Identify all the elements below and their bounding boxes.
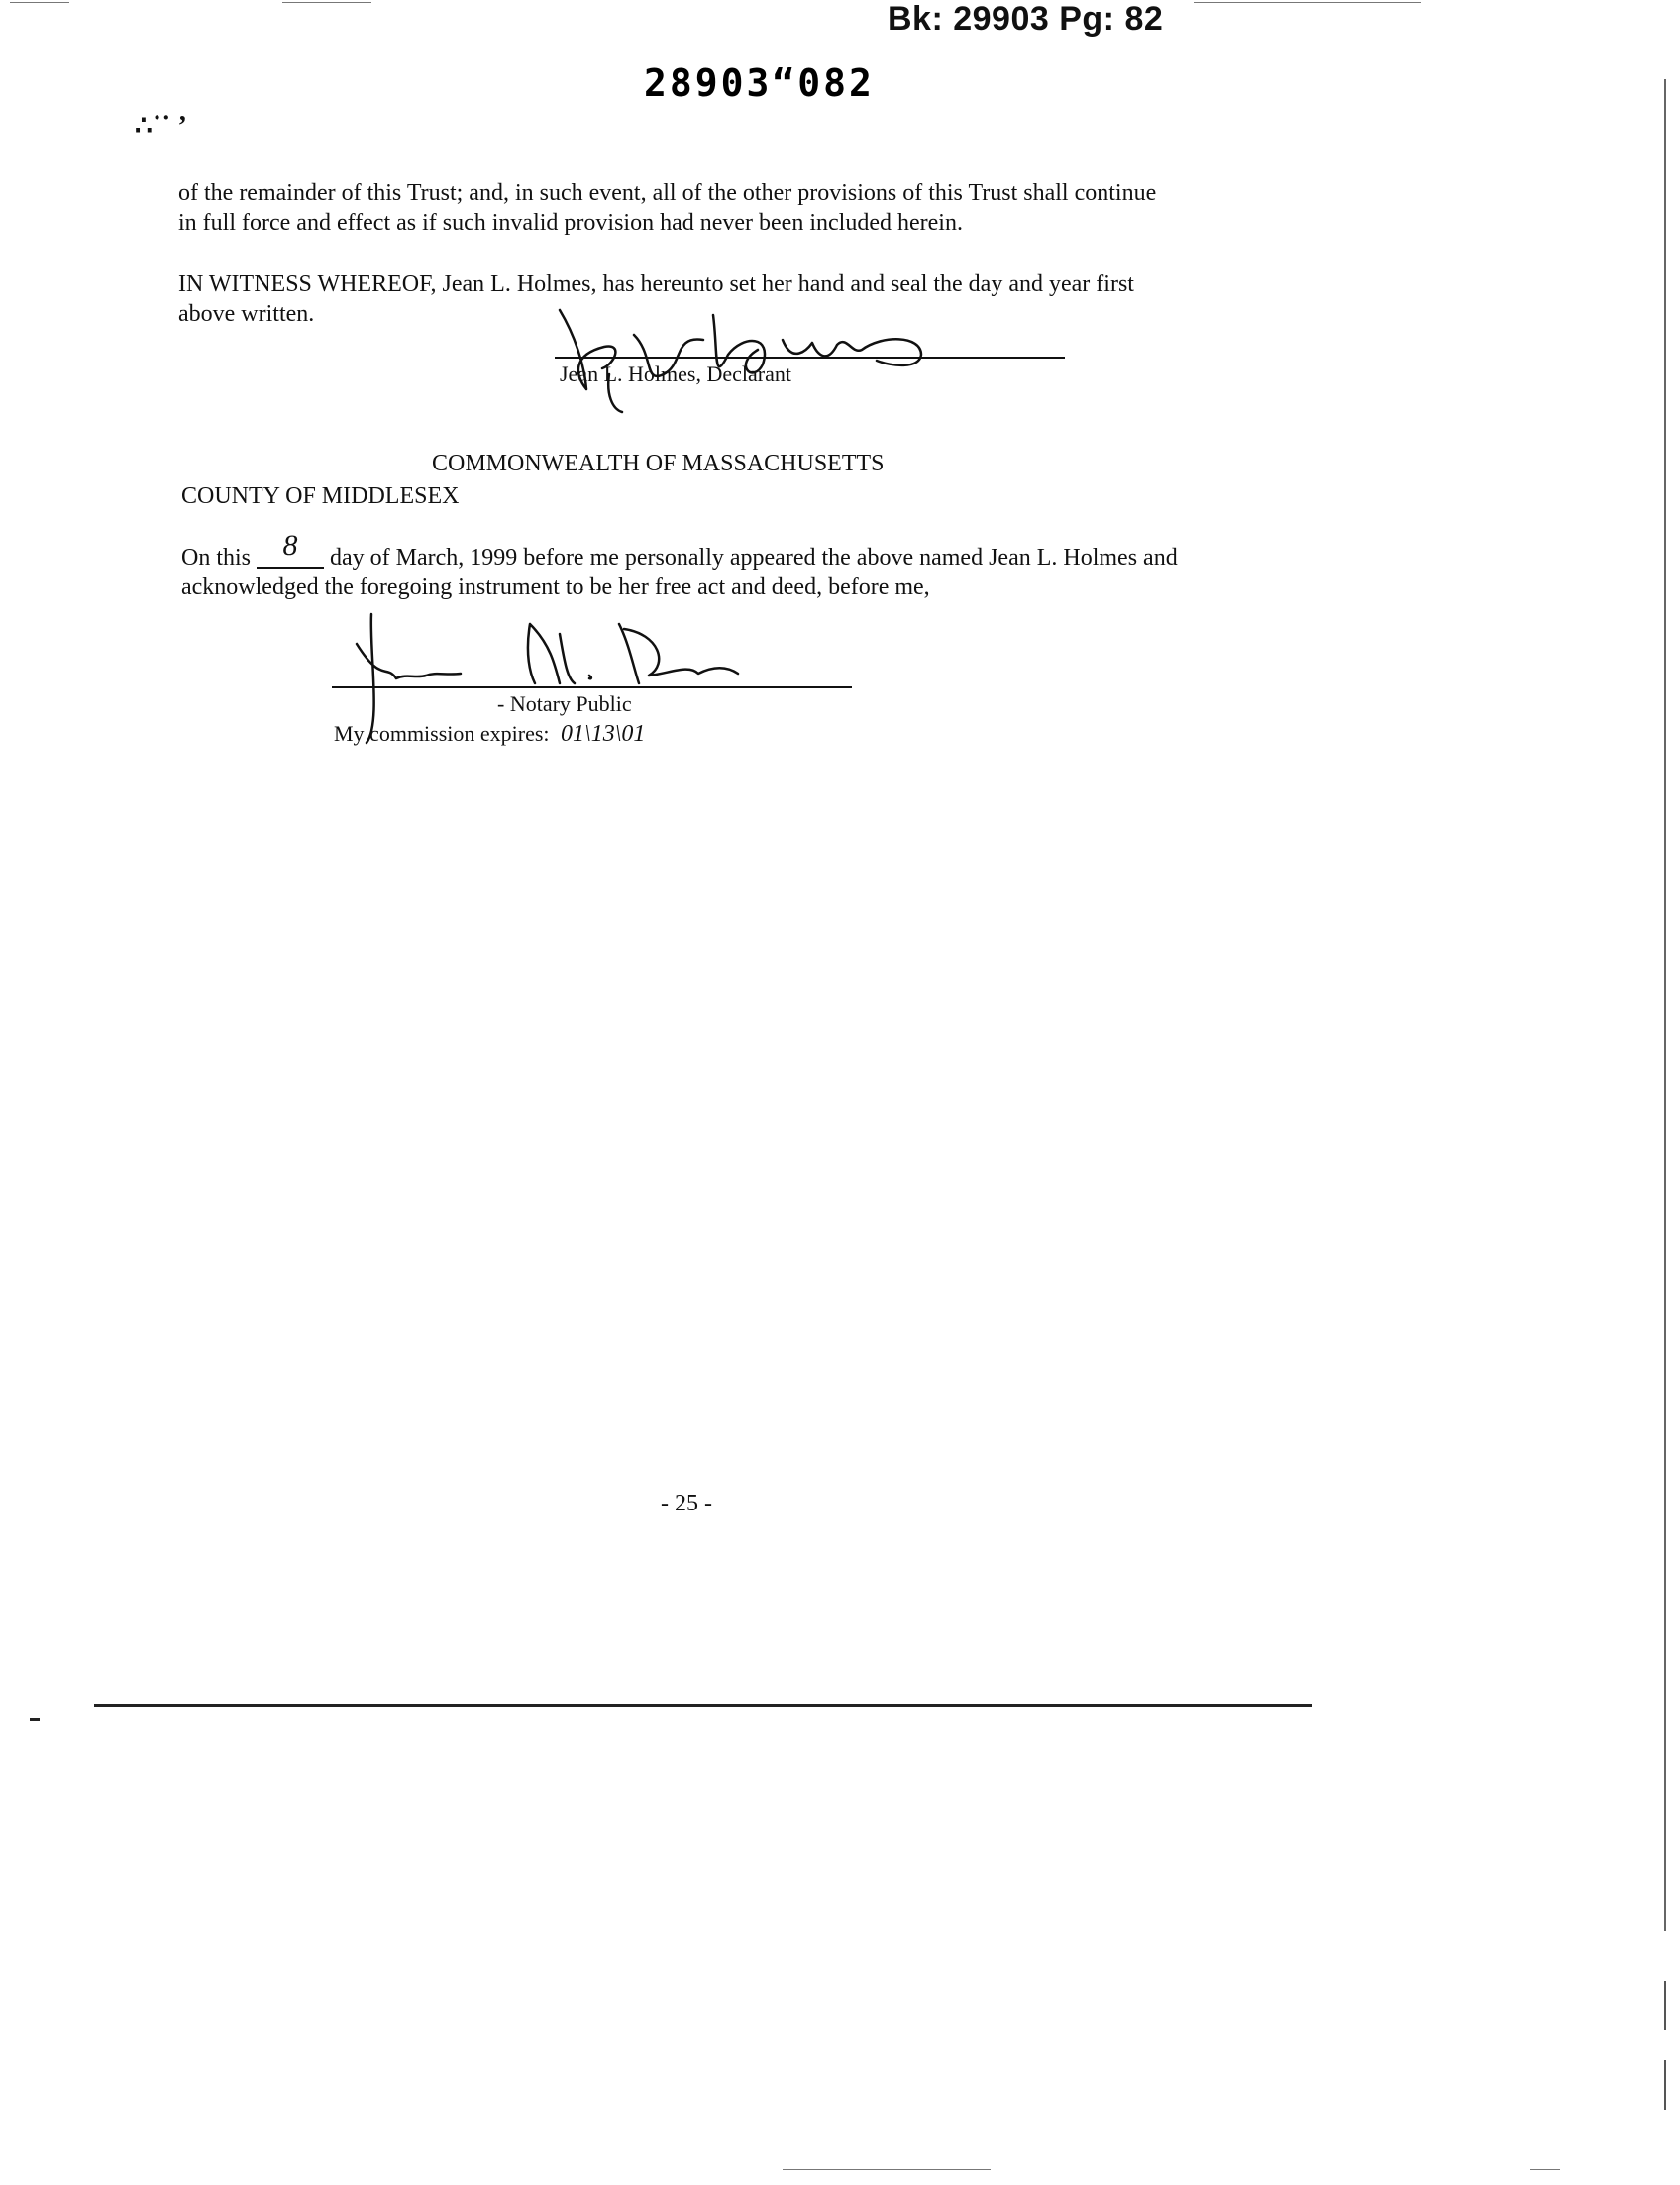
commission-expiry bbox=[334, 721, 645, 748]
closing-paragraph: of the remainder of this Trust; and, in such event, all of the other provisions of this Trust shall continue in full force and effect as if such invalid provision had never been included herein. bbox=[178, 180, 1157, 236]
scan-artifact-top-right bbox=[1194, 2, 1421, 3]
footer-tick-mark bbox=[30, 1718, 40, 1721]
commission-label: My commission expires: bbox=[334, 721, 550, 746]
notary-caption: - Notary Public bbox=[497, 691, 632, 716]
recording-stamp-number: 28903“082 bbox=[644, 61, 875, 105]
declarant-signature bbox=[545, 295, 961, 414]
declarant-caption: Jean L. Holmes, Declarant bbox=[560, 362, 791, 386]
acknowledgment-day bbox=[257, 529, 324, 569]
footer-rule bbox=[94, 1704, 1312, 1707]
acknowledgment-suffix: day of March, 1999 before me personally appeared the above named Jean L. Holmes and acknowledged the foregoing instrument to be her free act and deed, before me, bbox=[181, 545, 1178, 600]
scan-artifact-bottom-right bbox=[1530, 2169, 1560, 2170]
county-heading: COUNTY OF MIDDLESEX bbox=[181, 483, 460, 509]
scan-artifact-top-dash bbox=[282, 2, 371, 3]
scan-edge-mark bbox=[1664, 2060, 1666, 2110]
scan-edge-line bbox=[1664, 79, 1666, 1931]
commonwealth-heading: COMMONWEALTH OF MASSACHUSETTS bbox=[432, 451, 885, 476]
book-page-reference: Bk: 29903 Pg: 82 bbox=[888, 0, 1164, 38]
scan-artifact-top-left bbox=[10, 2, 69, 3]
commission-date: 01\13\01 bbox=[561, 721, 646, 747]
page-number: - 25 - bbox=[661, 1491, 712, 1516]
notary-signature-line bbox=[332, 686, 852, 688]
acknowledgment-prefix: On this bbox=[181, 545, 252, 571]
acknowledgment-paragraph bbox=[181, 529, 1182, 602]
acknowledgment-day-value: 8 bbox=[282, 529, 298, 562]
witness-paragraph: IN WITNESS WHEREOF, Jean L. Holmes, has hereunto set her hand and seal the day and year first above written. bbox=[178, 271, 1134, 327]
declarant-signature-line bbox=[555, 357, 1065, 359]
scan-speckle-marks: ∴˙˙ ’ bbox=[135, 111, 187, 142]
scan-artifact-bottom bbox=[783, 2169, 991, 2170]
scan-edge-mark bbox=[1664, 1981, 1666, 2030]
